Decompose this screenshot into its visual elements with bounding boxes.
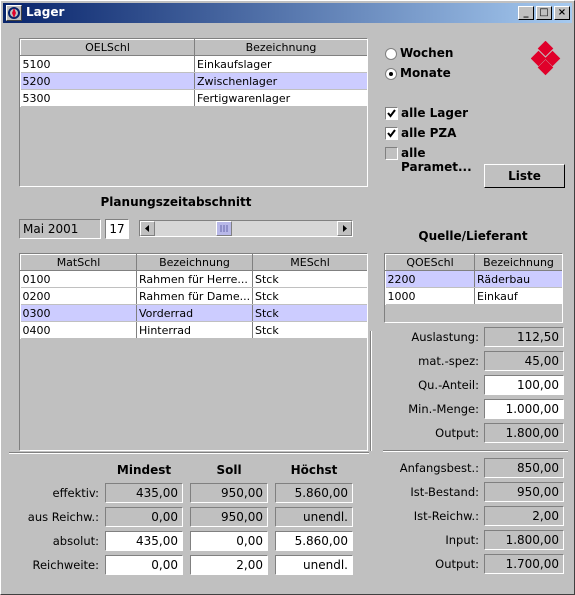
radio-wochen[interactable]: [385, 46, 485, 62]
column-header-meschl[interactable]: MESchl: [253, 255, 368, 271]
value-field: 435,00: [105, 483, 183, 503]
minimize-icon: _: [523, 7, 529, 18]
table-row[interactable]: [21, 322, 368, 339]
minimize-button[interactable]: [518, 6, 534, 20]
separator: [370, 331, 372, 451]
value-field: 45,00: [484, 351, 564, 371]
value-field[interactable]: 2,00: [190, 555, 268, 575]
radio-monate[interactable]: [385, 66, 485, 82]
value-field[interactable]: 100,00: [484, 375, 564, 395]
table-row[interactable]: [21, 305, 368, 322]
column-header-matschl[interactable]: MatSchl: [21, 255, 137, 271]
cell-oelschl: 5200: [21, 73, 195, 90]
cell-bezeichnung: Fertigwarenlager: [195, 90, 368, 107]
value-field[interactable]: 1.000,00: [484, 399, 564, 419]
field-label: mat.-spez:: [418, 354, 479, 368]
cell-matschl: 0300: [21, 305, 137, 322]
oel-table[interactable]: [19, 38, 368, 187]
close-button[interactable]: [554, 6, 570, 20]
value-field: 950,00: [190, 483, 268, 503]
close-icon: ×: [557, 7, 567, 18]
field-label: Input:: [445, 533, 479, 547]
checkmark-icon: [386, 108, 397, 119]
column-header-hoechst: Höchst: [290, 463, 338, 477]
cell-meschl: Stck: [253, 271, 368, 288]
app-icon: [6, 5, 22, 21]
value-field[interactable]: unendl.: [275, 555, 353, 575]
checkbox-alle-pza[interactable]: [385, 126, 495, 142]
radio-button[interactable]: [385, 68, 397, 80]
column-header-bezeichnung[interactable]: Bezeichnung: [475, 255, 563, 271]
grip-icon: [217, 222, 231, 235]
value-field: 950,00: [484, 482, 564, 502]
value-field: unendl.: [275, 507, 353, 527]
radio-button[interactable]: [385, 48, 397, 60]
checkbox[interactable]: [385, 107, 398, 120]
scroll-left-button[interactable]: [140, 221, 155, 236]
field-label: Output:: [435, 557, 479, 571]
source-heading: Quelle/Lieferant: [418, 229, 528, 243]
value-field[interactable]: 0,00: [190, 531, 268, 551]
value-field: 850,00: [484, 458, 564, 478]
table-row[interactable]: [21, 90, 368, 107]
checkbox-alle-parameter[interactable]: [385, 146, 495, 174]
field-label: Output:: [435, 426, 479, 440]
cell-qoeschl: 2200: [386, 271, 475, 288]
planning-heading: Planungszeitabschnitt: [100, 195, 252, 209]
row-label: aus Reichw.:: [27, 510, 99, 524]
column-header-bezeichnung[interactable]: Bezeichnung: [137, 255, 253, 271]
cell-bezeichnung: Einkauf: [475, 288, 563, 305]
table-row[interactable]: [21, 271, 368, 288]
row-label: absolut:: [52, 534, 99, 548]
checkbox[interactable]: [385, 147, 398, 160]
value-field: 2,00: [484, 506, 564, 526]
value-field: 950,00: [190, 507, 268, 527]
field-label: Qu.-Anteil:: [418, 378, 479, 392]
field-label: Ist-Bestand:: [410, 485, 479, 499]
table-row[interactable]: [21, 56, 368, 73]
cell-meschl: Stck: [253, 305, 368, 322]
row-label: effektiv:: [52, 486, 99, 500]
logo-icon: [531, 41, 561, 77]
cell-oelschl: 5100: [21, 56, 195, 73]
cell-matschl: 0200: [21, 288, 137, 305]
checkbox[interactable]: [385, 127, 398, 140]
checkbox-label: alle Lager: [401, 106, 469, 120]
value-field: 0,00: [105, 507, 183, 527]
source-table[interactable]: [384, 253, 563, 323]
row-label: Reichweite:: [32, 558, 99, 572]
column-header-oelschl[interactable]: OELSchl: [21, 40, 195, 56]
cell-meschl: Stck: [253, 288, 368, 305]
cell-bezeichnung: Rahmen für Herre...: [137, 271, 253, 288]
scroll-thumb[interactable]: [216, 221, 232, 236]
cell-bezeichnung: Vorderrad: [137, 305, 253, 322]
title-bar[interactable]: [3, 3, 572, 23]
value-field: 5.860,00: [275, 483, 353, 503]
arrow-left-icon: [141, 222, 154, 235]
planning-index-field[interactable]: 17: [105, 219, 129, 239]
table-row[interactable]: [386, 271, 563, 288]
separator: [9, 452, 369, 454]
field-label: Auslastung:: [411, 330, 479, 344]
cell-oelschl: 5300: [21, 90, 195, 107]
separator: [383, 450, 568, 452]
window-title: Lager: [26, 5, 65, 19]
column-header-mindest: Mindest: [116, 463, 172, 477]
value-field: 112,50: [484, 327, 564, 347]
table-row[interactable]: [21, 288, 368, 305]
value-field: 1.700,00: [484, 554, 564, 574]
cell-bezeichnung: Räderbau: [475, 271, 563, 288]
cell-meschl: Stck: [253, 322, 368, 339]
scroll-right-button[interactable]: [337, 221, 352, 236]
maximize-icon: □: [539, 7, 549, 18]
cell-bezeichnung: Hinterrad: [137, 322, 253, 339]
radio-label: Wochen: [400, 46, 454, 60]
column-header-qoeschl[interactable]: QOESchl: [386, 255, 475, 271]
checkbox-alle-lager[interactable]: [385, 106, 495, 122]
cell-bezeichnung: Rahmen für Dame...: [137, 288, 253, 305]
checkbox-label: alle Paramet...: [401, 146, 472, 174]
arrow-right-icon: [338, 222, 351, 235]
table-row[interactable]: [386, 288, 563, 305]
value-field[interactable]: 5.860,00: [275, 531, 353, 551]
cell-bezeichnung: Einkaufslager: [195, 56, 368, 73]
cell-matschl: 0400: [21, 322, 137, 339]
table-row[interactable]: [21, 73, 368, 90]
column-header-bezeichnung[interactable]: Bezeichnung: [195, 40, 368, 56]
planning-month-field: Mai 2001: [19, 219, 101, 239]
column-header-soll: Soll: [216, 463, 242, 477]
radio-label: Monate: [400, 66, 451, 80]
cell-qoeschl: 1000: [386, 288, 475, 305]
field-label: Min.-Menge:: [408, 402, 479, 416]
field-label: Ist-Reichw.:: [413, 509, 479, 523]
field-label: Anfangsbest.:: [399, 461, 479, 475]
checkmark-icon: [386, 128, 397, 139]
cell-bezeichnung: Zwischenlager: [195, 73, 368, 90]
cell-matschl: 0100: [21, 271, 137, 288]
checkbox-label: alle PZA: [401, 126, 457, 140]
value-field: 1.800,00: [484, 423, 564, 443]
material-table[interactable]: [19, 253, 368, 451]
value-field[interactable]: 435,00: [105, 531, 183, 551]
planning-scrollbar[interactable]: [139, 220, 353, 237]
value-field: 1.800,00: [484, 530, 564, 550]
value-field[interactable]: 0,00: [105, 555, 183, 575]
liste-button[interactable]: Liste: [484, 164, 565, 188]
maximize-button[interactable]: [536, 6, 552, 20]
